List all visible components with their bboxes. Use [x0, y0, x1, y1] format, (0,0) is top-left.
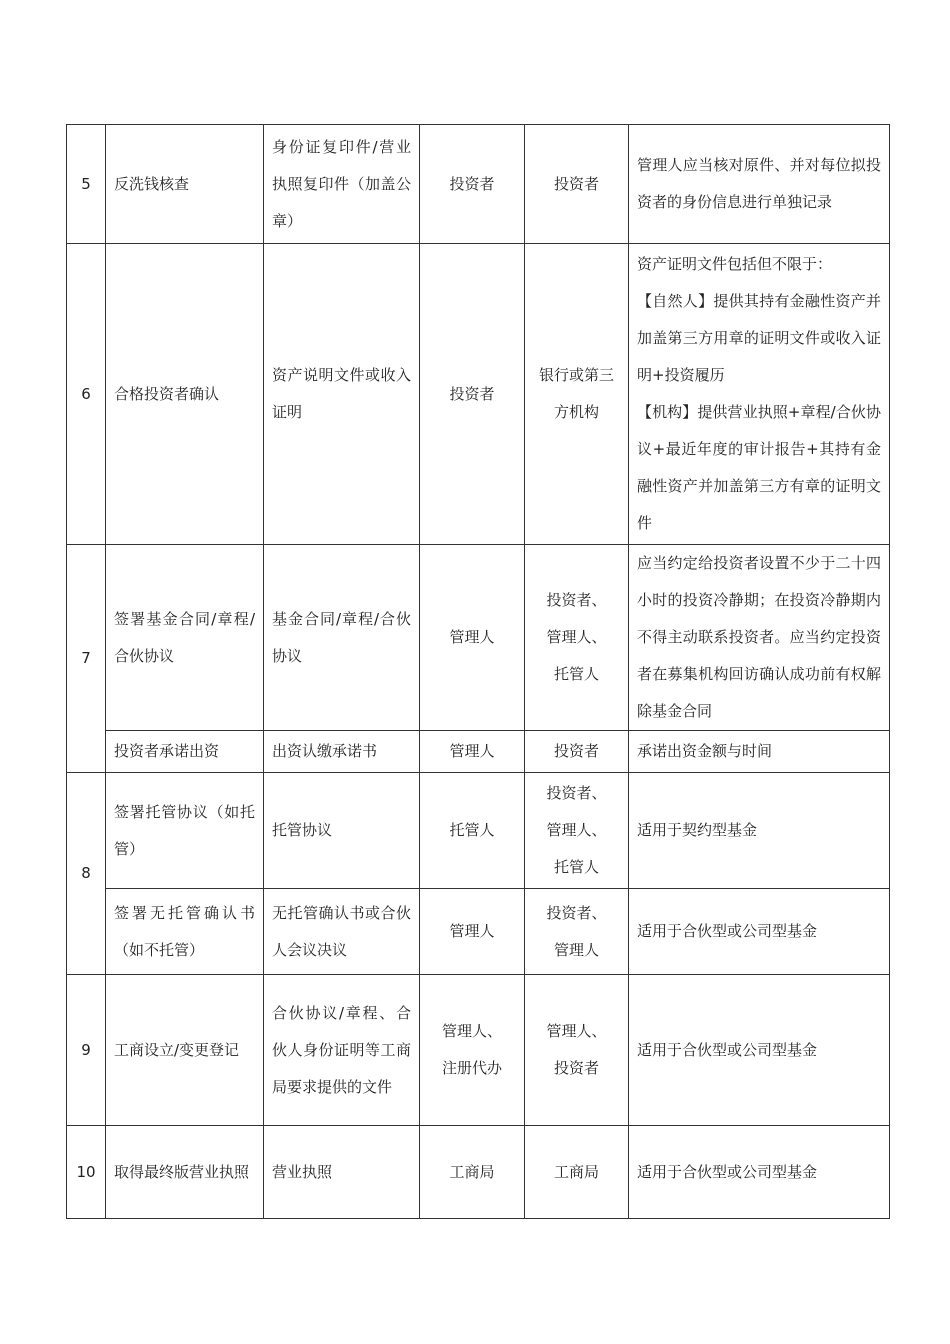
- table-row: [67, 889, 890, 975]
- note-cell: 管理人应当核对原件、并对每位拟投资者的身份信息进行单独记录: [629, 125, 890, 244]
- material-cell: 出资认缴承诺书: [264, 731, 420, 773]
- signer-cell: 投资者、 管理人、 托管人: [525, 773, 629, 889]
- row-number: 9: [67, 975, 106, 1126]
- note-cell: 适用于合伙型或公司型基金: [629, 889, 890, 975]
- provider-cell: 托管人: [420, 773, 525, 889]
- signer-cell: 投资者: [525, 731, 629, 773]
- table-row: [67, 545, 890, 731]
- provider-cell: 管理人: [420, 889, 525, 975]
- note-cell: 资产证明文件包括但不限于： 【自然人】提供其持有金融性资产并加盖第三方用章的证明文件或收入证明+投资履历 【机构】提供营业执照+章程/合伙协议+最近年度的审计报告+其持有金融性资产并加盖第三方有章的证明文件: [629, 244, 890, 545]
- note-cell: 适用于合伙型或公司型基金: [629, 1126, 890, 1219]
- material-cell: 资产说明文件或收入证明: [264, 244, 420, 545]
- material-cell: 合伙协议/章程、合伙人身份证明等工商局要求提供的文件: [264, 975, 420, 1126]
- row-number: 8: [67, 773, 106, 975]
- item-cell: 签署基金合同/章程/合伙协议: [106, 545, 264, 731]
- note-cell: 适用于合伙型或公司型基金: [629, 975, 890, 1126]
- process-table: [66, 124, 890, 1219]
- table-row: [67, 773, 890, 889]
- item-cell: 取得最终版营业执照: [106, 1126, 264, 1219]
- item-cell: 投资者承诺出资: [106, 731, 264, 773]
- row-number: 6: [67, 244, 106, 545]
- item-cell: 反洗钱核查: [106, 125, 264, 244]
- signer-cell: 管理人、 投资者: [525, 975, 629, 1126]
- table-row: [67, 125, 890, 244]
- row-number: 7: [67, 545, 106, 773]
- signer-cell: 投资者、 管理人: [525, 889, 629, 975]
- provider-cell: 管理人、 注册代办: [420, 975, 525, 1126]
- material-cell: 身份证复印件/营业执照复印件（加盖公章）: [264, 125, 420, 244]
- provider-cell: 投资者: [420, 125, 525, 244]
- item-cell: 合格投资者确认: [106, 244, 264, 545]
- item-cell: 签署无托管确认书（如不托管）: [106, 889, 264, 975]
- table-row: [67, 731, 890, 773]
- material-cell: 托管协议: [264, 773, 420, 889]
- table-row: [67, 244, 890, 545]
- signer-cell: 银行或第三方机构: [525, 244, 629, 545]
- table-row: [67, 1126, 890, 1219]
- provider-cell: 管理人: [420, 545, 525, 731]
- note-cell: 承诺出资金额与时间: [629, 731, 890, 773]
- note-cell: 适用于契约型基金: [629, 773, 890, 889]
- material-cell: 营业执照: [264, 1126, 420, 1219]
- item-cell: 签署托管协议（如托管）: [106, 773, 264, 889]
- note-cell: 应当约定给投资者设置不少于二十四小时的投资冷静期；在投资冷静期内不得主动联系投资者。应当约定投资者在募集机构回访确认成功前有权解除基金合同: [629, 545, 890, 731]
- row-number: 10: [67, 1126, 106, 1219]
- provider-cell: 工商局: [420, 1126, 525, 1219]
- signer-cell: 投资者、 管理人、 托管人: [525, 545, 629, 731]
- material-cell: 无托管确认书或合伙人会议决议: [264, 889, 420, 975]
- signer-cell: 工商局: [525, 1126, 629, 1219]
- material-cell: 基金合同/章程/合伙协议: [264, 545, 420, 731]
- table-row: [67, 975, 890, 1126]
- provider-cell: 投资者: [420, 244, 525, 545]
- provider-cell: 管理人: [420, 731, 525, 773]
- signer-cell: 投资者: [525, 125, 629, 244]
- item-cell: 工商设立/变更登记: [106, 975, 264, 1126]
- row-number: 5: [67, 125, 106, 244]
